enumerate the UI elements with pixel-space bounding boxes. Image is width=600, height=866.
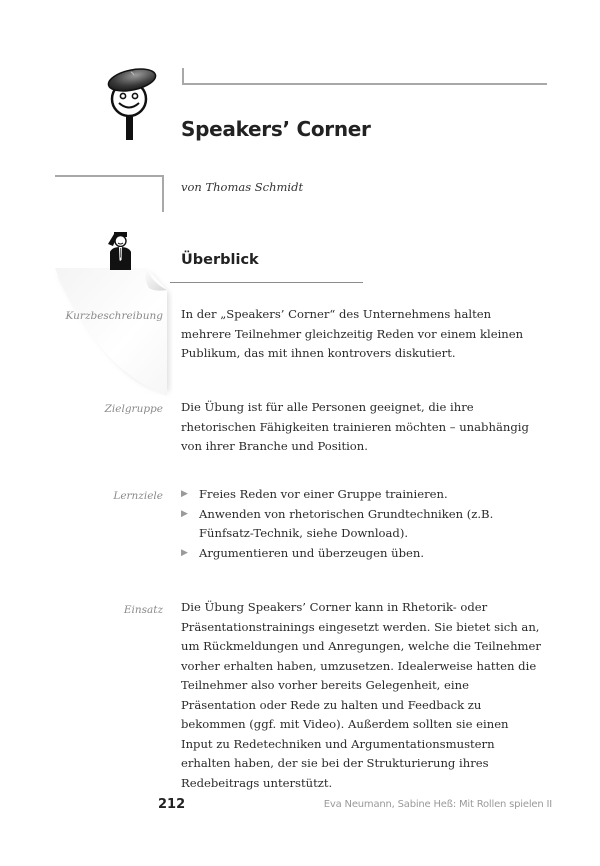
author-byline: von Thomas Schmidt — [181, 180, 304, 194]
einsatz-paragraph: Die Übung Speakers’ Corner kann in Rhetorik- oder Präsentationstrainings eingesetzt werden. Sie bietet sich an, um Rückmeldungen und Anregungen, welche die Teilnehmer vorher erhalten haben, umzusetzen. Idealerweise hatten die Teilnehmer also vorher bereits Gelegenheit, eine Präsentation oder Rede zu halten und Feedback zu bekommen (ggf. mit Video). Außerdem sollten sie einen Input zu Redetechniken und Argumentationsmustern erhalten haben, der sie bei der Strukturierung ihres Redebeitrags unterstützt. — [181, 600, 541, 790]
list-item-text: Freies Reden vor einer Gruppe trainieren. — [199, 487, 448, 501]
list-item — [181, 505, 543, 544]
zielgruppe-text — [181, 398, 543, 457]
label-kurzbeschreibung: Kurzbeschreibung — [65, 310, 163, 322]
page-title: Speakers’ Corner — [181, 117, 371, 141]
label-einsatz: Einsatz — [123, 604, 163, 616]
section-divider — [170, 282, 363, 283]
author-rule-horizontal — [55, 175, 163, 177]
book-citation: Eva Neumann, Sabine Heß: Mit Rollen spielen II — [323, 799, 552, 810]
saluting-man-icon — [104, 230, 136, 270]
kurzbeschreibung-paragraph: In der „Speakers’ Corner“ des Unternehmens halten mehrere Teilnehmer gleichzeitig Reden vor einem kleinen Publikum, das mit ihnen kontrovers diskutiert. — [181, 307, 524, 360]
lernziele-list — [181, 485, 543, 563]
page-number: 212 — [158, 797, 186, 812]
label-lernziele: Lernziele — [113, 490, 163, 502]
author-rule-vertical — [162, 175, 164, 212]
zielgruppe-paragraph: Die Übung ist für alle Personen geeignet, die ihre rhetorischen Fähigkeiten trainieren möchten – unabhängig von ihrer Branche und Position. — [181, 400, 529, 453]
list-item — [181, 485, 543, 505]
triangle-right-icon: ▶ — [181, 547, 188, 558]
list-item-text: Anwenden von rhetorischen Grundtechniken (z.B. Fünfsatz-Technik, siehe Download). — [199, 506, 494, 540]
label-zielgruppe: Zielgruppe — [104, 403, 163, 415]
einsatz-text — [181, 598, 543, 793]
triangle-right-icon: ▶ — [181, 489, 188, 499]
triangle-right-icon: ▶ — [181, 508, 188, 519]
folded-paper-decoration — [55, 268, 173, 398]
corner-rule-vertical — [182, 68, 184, 84]
list-item-text: Argumentieren und überzeugen üben. — [199, 545, 425, 560]
section-heading: Überblick — [181, 252, 259, 268]
kurzbeschreibung-text — [181, 305, 543, 364]
smiley-with-beret-icon — [92, 62, 172, 142]
list-item — [181, 544, 543, 564]
corner-rule-horizontal — [182, 83, 547, 85]
